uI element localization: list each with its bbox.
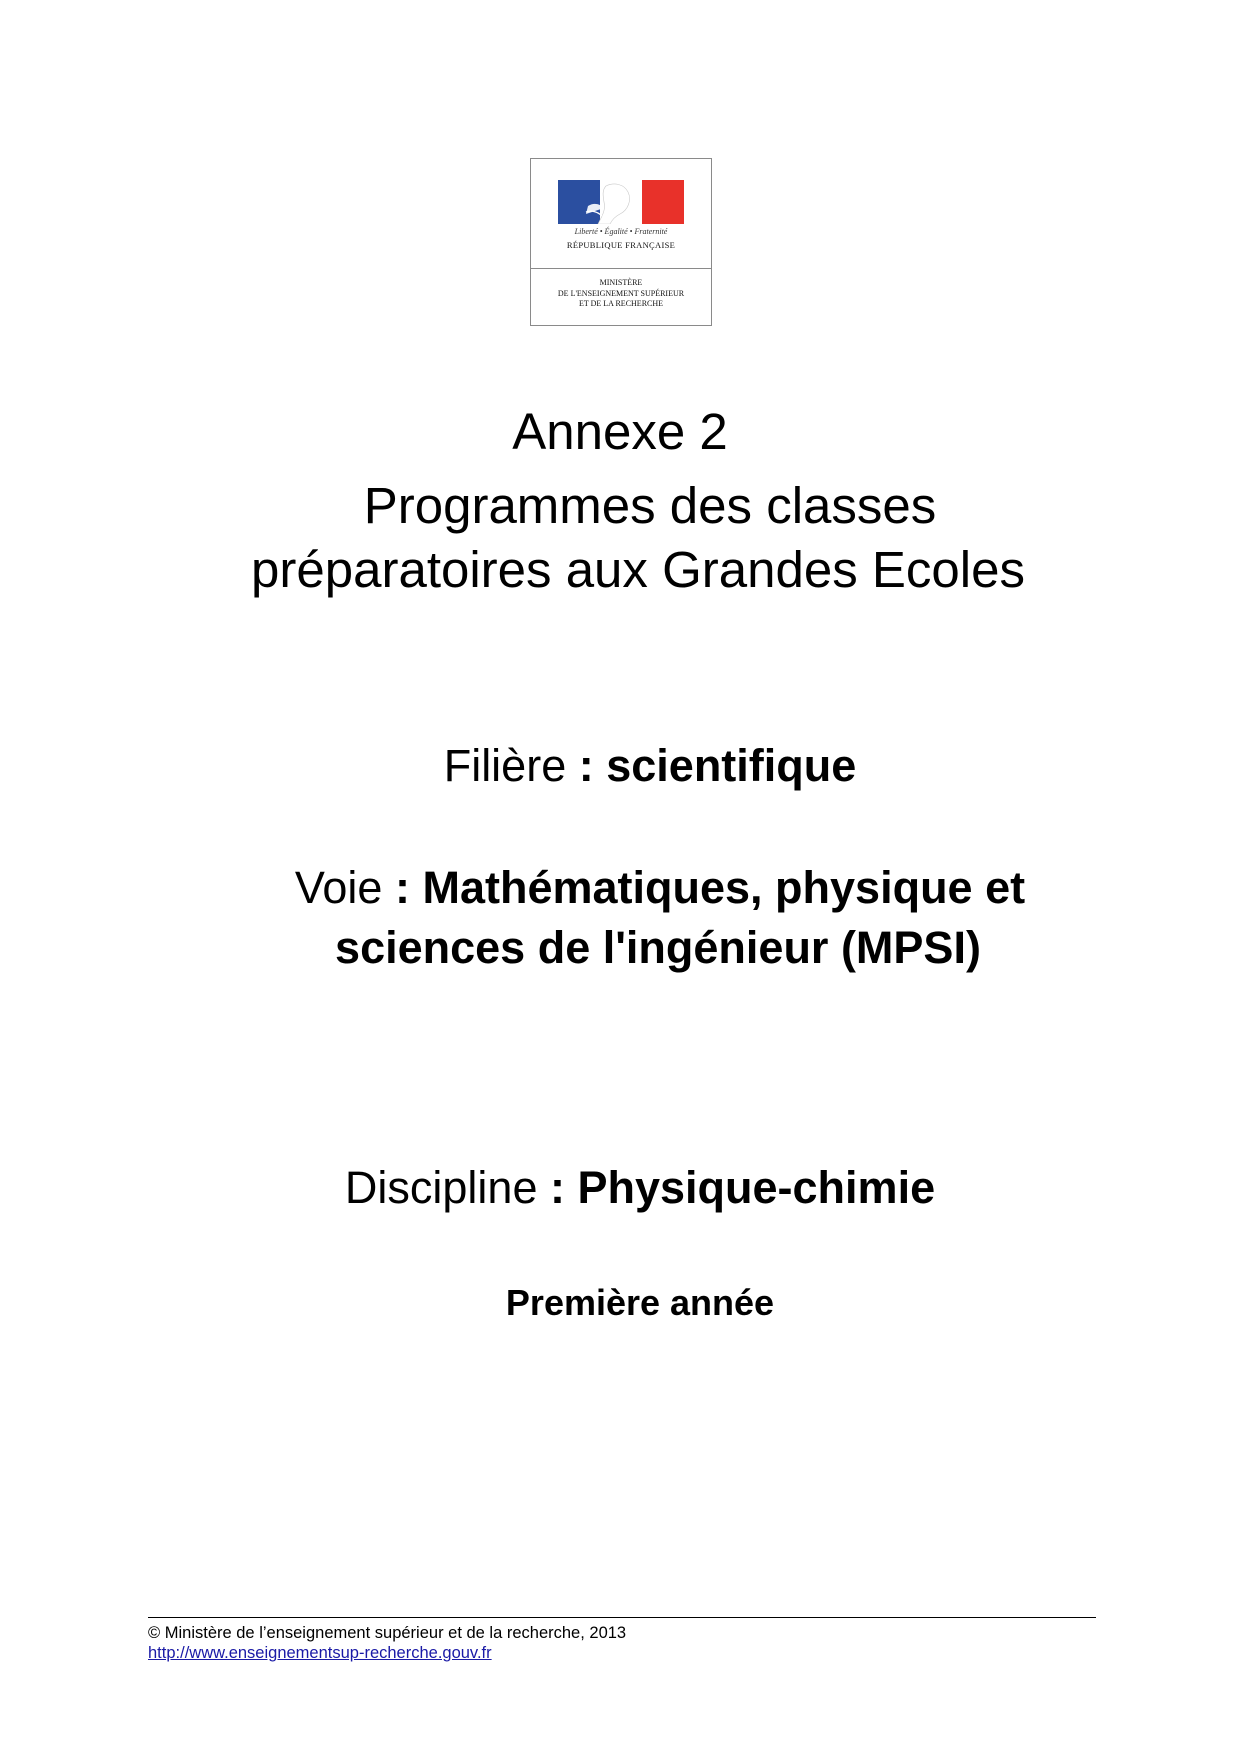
ministry-line: MINISTÈRE — [599, 278, 643, 287]
discipline-value: : Physique-chimie — [550, 1162, 936, 1213]
ministry-name — [531, 278, 711, 310]
footer-copyright: © Ministère de l’enseignement supérieur et de la recherche, 2013 — [148, 1624, 627, 1642]
republic-motto: Liberté • Égalité • Fraternité — [574, 227, 668, 236]
filiere-value: : scientifique — [578, 740, 857, 791]
footer-divider — [148, 1617, 1096, 1618]
document-title-line1: Annexe 2 — [512, 403, 728, 460]
footer-website-link[interactable]: http://www.enseignementsup-recherche.gouv.fr — [148, 1644, 492, 1662]
logo-republic-block — [531, 159, 711, 269]
voie-value-line2: sciences de l'ingénieur (MPSI) — [335, 922, 981, 973]
discipline-label: Discipline — [344, 1162, 538, 1213]
republic-name: RÉPUBLIQUE FRANÇAISE — [566, 240, 676, 250]
marianne-flag-icon — [558, 180, 684, 224]
voie-label: Voie — [294, 862, 383, 913]
ministry-line: ET DE LA RECHERCHE — [578, 299, 664, 308]
document-title-line3: préparatoires aux Grandes Ecoles — [251, 541, 1025, 598]
discipline-line — [20, 1160, 1240, 1216]
filiere-line — [30, 738, 1240, 794]
ministry-logo — [530, 158, 712, 326]
year-label: Première année — [505, 1282, 775, 1323]
filiere-label: Filière — [443, 740, 567, 791]
voie-value-line1: : Mathématiques, physique et — [394, 862, 1026, 913]
voie-line1 — [40, 860, 1240, 916]
voie-line2 — [38, 920, 1240, 976]
document-title-line2: Programmes des classes — [363, 477, 937, 534]
ministry-line: DE L'ENSEIGNEMENT SUPÉRIEUR — [557, 288, 685, 298]
